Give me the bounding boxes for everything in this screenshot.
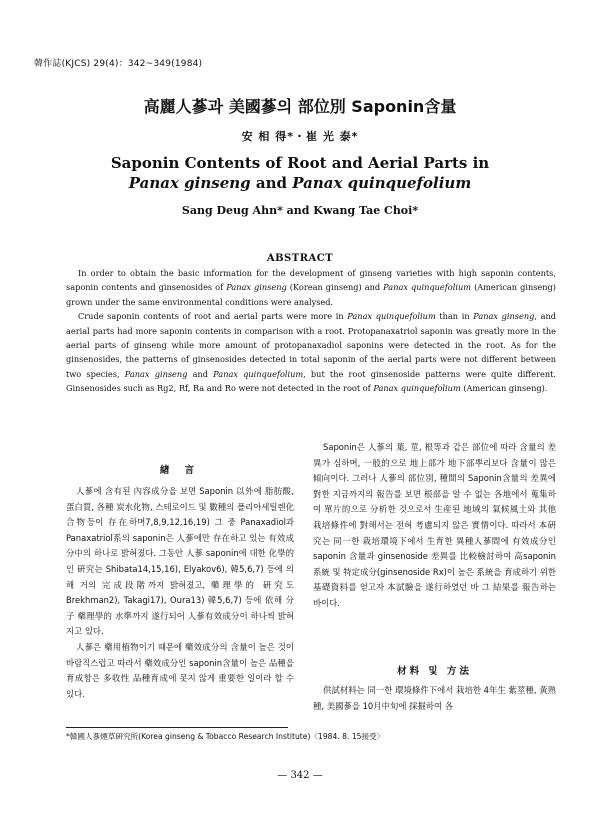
abstract-paragraph-1: In order to obtain the basic information for the development of ginseng varieties with high saponin contents, saponin contents and ginsenosides of Panax ginseng (Korean ginseng) and Panax quinquefolium (American ginseng) grown under the same environmental conditions were analysed. [66,268,556,307]
intro-paragraph-3: Saponin은 人蔘의 葉, 莖, 根等과 같은 部位에 따라 含量의 差異가 심하며, 一般的으로 地上部가 地下部뿌리보다 含量이 많은 傾向이다. 그러나 人蔘의 部位別, 種間의 Saponin含量의 差異에 對한 지금까지의 報告를 보면 根部을 알 수 없는 各地에서 蒐集하여 單片的으로 分析한 것으로서 生産된 地域의 氣候風土와 其他 栽培條件에 對해서는 전혀 考慮되지 않은 實情이다. 따라서 本硏究는 同一한 栽培環境下에서 生育한 異種人蔘間에 有效成分인 saponin 含量과 ginsenoside 差異를 比較檢討하여 高saponin系統 및 特定成分(ginsenoside Rx)이 높은 系統을 育成하기 위한 基礎資料를 얻고자 本試驗을 遂行하였던 바 그 結果를 報告하는 바이다. [313,442,556,608]
korean-title: 高麗人蔘과 美國蔘의 部位別 Saponin含量 [143,97,457,116]
title-conjunction: and [250,174,293,192]
abstract-heading: ABSTRACT [266,253,334,264]
section-heading-introduction: 緖 言 [159,465,201,476]
section-heading-materials-methods: 材料 및 方法 [397,666,472,677]
footnote-divider [66,727,288,728]
affiliation-footnote: *韓國人蔘煙草硏究所(Korea ginseng & Tobacco Research Institute)〈1984. 8. 15接受〉 [66,732,385,741]
english-title-line1: Saponin Contents of Root and Aerial Parts in [110,154,490,172]
korean-authors: 安 相 得*・崔 光 泰* [241,130,359,143]
abstract-body [66,266,556,396]
intro-paragraph-2: 人蔘은 藥用植物이기 때문에 藥效成分의 含量이 높은 것이 바람직스럽고 따라서 藥效成分인 saponin含量이 높은 品種을 育成함은 多收性 品種育成에 못지 않게 重要한 일이라 할 수 있다. [66,641,294,699]
methods-paragraph-1: 供試材料는 同一한 環境條件下에서 栽培한 4年生 紫莖種, 黃熟種, 美國蔘을 10月中旬에 採掘하여 各 [313,685,556,711]
methods-body [313,683,556,714]
english-title-line2 [0,173,600,193]
right-column-body [313,440,556,612]
journal-citation: 韓作誌(KJCS) 29(4)：342~349(1984) [34,59,203,69]
english-title [0,153,600,193]
species-name-1: Panax ginseng [128,174,251,192]
intro-paragraph-1: 人蔘에 含有된 內容成分을 보면 Saponin 以外에 脂肪酸, 蛋白質, 各種 炭水化物, 스테로이드 및 數種의 폴리아세틸렌化合物등이 存在하며7,8,9,12,16,19) 그 중 Panaxadiol과 Panaxatriol系의 saponin은 人蔘에만 存在하고 있는 有效成分中의 하나로 밝혀졌다. 그동안 人蔘 saponin에 대한 化學的인 硏究는 Shibata14,15,16), Elyakov6), 韓5,6,7) 등에 의해 거의 完成段階까지 밝혀졌고, 藥理學的 硏究도 Brekhman2), Takagi17), Oura13) 韓5,6,7) 등에 依해 分子 藥理學的 水準까지 遂行되어 人蔘有效成分이 하나씩 밝혀지고 있다. [66,486,294,637]
english-authors: Sang Deug Ahn* and Kwang Tae Choi* [181,204,419,217]
abstract-paragraph-2: Crude saponin contents of root and aerial parts were more in Panax quinquefolium than in Panax ginseng, and aerial parts had more saponin contents in comparison with a root. Protopanaxatriol saponin was greatly more in the aerial parts of ginseng while more amount of protopanaxadiol saponins were detected in the root. As for the ginsenosides, the patterns of ginsenosides detected in total saponin of the aerial parts were not different between two species, Panax ginseng and Panax quinquefolium, but the root ginsenoside patterns were quite different. Ginsenosides such as Rg2, Rf, Ra and Ro were not detected in the root of Panax quinquefolium (American ginseng). [66,311,557,394]
species-name-2: Panax quinquefolium [292,174,472,192]
left-column-body [66,484,294,702]
page-number: — 342 — [277,770,323,781]
